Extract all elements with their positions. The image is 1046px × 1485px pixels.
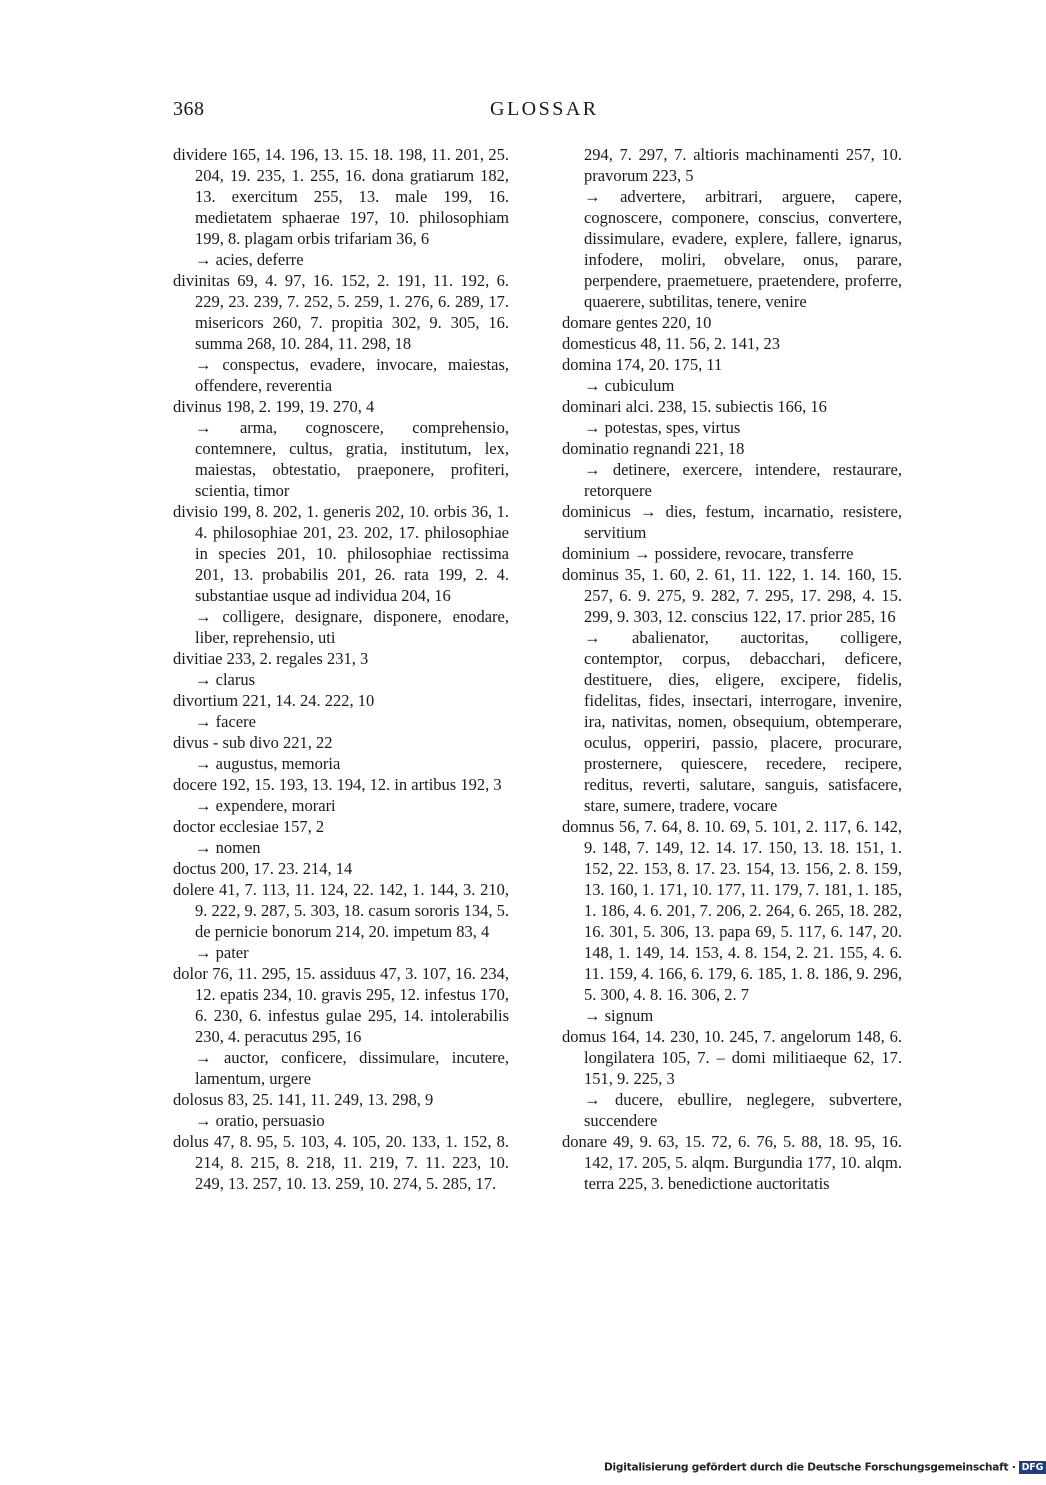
glossary-entry: dominari alci. 238, 15. subiectis 166, 16 → potestas, spes, virtus xyxy=(562,397,827,437)
glossary-entry: divinus 198, 2. 199, 19. 270, 4 → arma, cognoscere, comprehensio, contemnere, cultus, gratia, institutum, lex, maiestas, obtestatio, praeponere, profiteri, scientia, timor xyxy=(173,397,509,500)
glossary-entry: divitiae 233, 2. regales 231, 3 → clarus xyxy=(173,649,369,689)
digitization-footer xyxy=(604,1461,1046,1474)
glossary-entry: dominus 35, 1. 60, 2. 61, 11. 122, 1. 14. 160, 15. 257, 6. 9. 275, 9. 282, 7. 295, 17. 298, 4. 15. 299, 9. 303, 12. conscius 122, 17. prior 285, 16 → abalienator, auctoritas, colligere, contemptor, corpus, debacchari, deficere, destituere, dies, eligere, excipere, fidelis, fidelitas, fides, insectari, interrogare, invenire, ira, nativitas, nomen, obsequium, obtemperare, oculus, opperiri, passio, placere, procurare, prosternere, quiescere, recedere, recipere, reditus, reverti, salutare, sanguis, satisfacere, stare, sumere, tradere, vocare xyxy=(562,565,902,815)
glossary-entry: domina 174, 20. 175, 11 → cubiculum xyxy=(562,355,723,395)
glossary-entry: doctus 200, 17. 23. 214, 14 xyxy=(173,859,353,878)
running-head: GLOSSAR xyxy=(490,98,599,120)
glossary-entry: dominatio regnandi 221, 18 → detinere, exercere, intendere, restaurare, retorquere xyxy=(562,439,902,500)
glossary-column-left xyxy=(173,144,509,1194)
glossary-entry: divus - sub divo 221, 22 → augustus, memoria xyxy=(173,733,341,773)
glossary-entry: dolosus 83, 25. 141, 11. 249, 13. 298, 9 → oratio, persuasio xyxy=(173,1090,434,1130)
glossary-entry: domus 164, 14. 230, 10. 245, 7. angelorum 148, 6. longilatera 105, 7. – domi militiaeque 62, 17. 151, 9. 225, 3 → ducere, ebullire, neglegere, subvertere, succendere xyxy=(562,1027,903,1130)
footer-text: Digitalisierung gefördert durch die Deutsche Forschungsgemeinschaft · xyxy=(604,1461,1016,1474)
glossary-entry: domare gentes 220, 10 xyxy=(562,313,712,332)
glossary-entry: divisio 199, 8. 202, 1. generis 202, 10. orbis 36, 1. 4. philosophiae 201, 23. 202, 17. philosophiae in species 201, 10. philosophiae rectissima 201, 13. probabilis 201, 26. rata 199, 2. 4. substantiae usque ad individua 204, 16 → colligere, designare, disponere, enodare, liber, reprehensio, uti xyxy=(173,502,509,647)
glossary-entry: dominicus → dies, festum, incarnatio, resistere, servitium xyxy=(562,502,902,542)
glossary-entry: docere 192, 15. 193, 13. 194, 12. in artibus 192, 3 → expendere, morari xyxy=(173,775,502,815)
glossary-entry: domesticus 48, 11. 56, 2. 141, 23 xyxy=(562,334,781,353)
glossary-entry: donare 49, 9. 63, 15. 72, 6. 76, 5. 88, 18. 95, 16. 142, 17. 205, 5. alqm. Burgundia 177, 10. alqm. terra 225, 3. benedictione auctoritatis xyxy=(562,1132,903,1193)
page-number: 368 xyxy=(173,98,205,120)
glossary-entry: doctor ecclesiae 157, 2 → nomen xyxy=(173,817,325,857)
glossary-entry: dolere 41, 7. 113, 11. 124, 22. 142, 1. 144, 3. 210, 9. 222, 9. 287, 5. 303, 18. casum sororis 134, 5. de pernicie bonorum 214, 20. impetum 83, 4 → pater xyxy=(173,880,510,962)
glossary-entry: dolus 47, 8. 95, 5. 103, 4. 105, 20. 133, 1. 152, 8. 214, 8. 215, 8. 218, 11. 219, 7. 11. 223, 10. 249, 13. 257, 10. 13. 259, 10. 274, 5. 285, 17. xyxy=(173,1132,510,1193)
glossary-entry: divortium 221, 14. 24. 222, 10 → facere xyxy=(173,691,375,731)
glossary-entry: domnus 56, 7. 64, 8. 10. 69, 5. 101, 2. 117, 6. 142, 9. 148, 7. 149, 12. 14. 17. 150, 13. 18. 151, 1. 152, 22. 153, 8. 17. 23. 154, 13. 156, 2. 8. 159, 13. 160, 1. 171, 10. 177, 11. 179, 7. 181, 1. 185, 1. 186, 4. 6. 201, 7. 206, 2. 264, 6. 265, 18. 282, 16. 301, 5. 306, 13. papa 69, 5. 117, 6. 147, 20. 148, 1. 149, 14. 153, 4. 8. 154, 2. 21. 155, 4. 6. 11. 159, 4. 166, 6. 179, 6. 185, 1. 8. 186, 9. 296, 5. 300, 4. 8. 16. 306, 2. 7 → signum xyxy=(562,817,902,1025)
glossary-entry: dolor 76, 11. 295, 15. assiduus 47, 3. 107, 16. 234, 12. epatis 234, 10. gravis 295, 12. infestus 170, 6. 230, 6. infestus gulae 295, 14. intolerabilis 230, 4. peracutus 295, 16 → auctor, conficere, dissimulare, incutere, lamentum, urgere xyxy=(173,964,509,1088)
dfg-logo: DFG xyxy=(1019,1461,1046,1474)
glossary-column-right xyxy=(562,144,902,1194)
glossary-entry: dominium → possidere, revocare, transferre xyxy=(562,544,854,563)
glossary-entry-continuation: 294, 7. 297, 7. altioris machinamenti 257, 10. pravorum 223, 5 → advertere, arbitrari, arguere, capere, cognoscere, componere, conscius, convertere, dissimulare, evadere, explere, fallere, ignarus, infodere, moliri, obvelare, onus, parare, perpendere, praemetuere, praetendere, proferre, quaerere, subtilitas, tenere, venire xyxy=(584,145,902,311)
glossary-entry: dividere 165, 14. 196, 13. 15. 18. 198, 11. 201, 25. 204, 19. 235, 1. 255, 16. dona gratiarum 182, 13. exercitum 255, 13. male 199, 16. medietatem sphaerae 197, 10. philosophiam 199, 8. plagam orbis trifariam 36, 6 → acies, deferre xyxy=(173,145,510,269)
glossary-entry: divinitas 69, 4. 97, 16. 152, 2. 191, 11. 192, 6. 229, 23. 239, 7. 252, 5. 259, 1. 276, 6. 289, 17. misericors 260, 7. propitia 302, 9. 305, 16. summa 268, 10. 284, 11. 298, 18 → conspectus, evadere, invocare, maiestas, offendere, reverentia xyxy=(173,271,510,395)
